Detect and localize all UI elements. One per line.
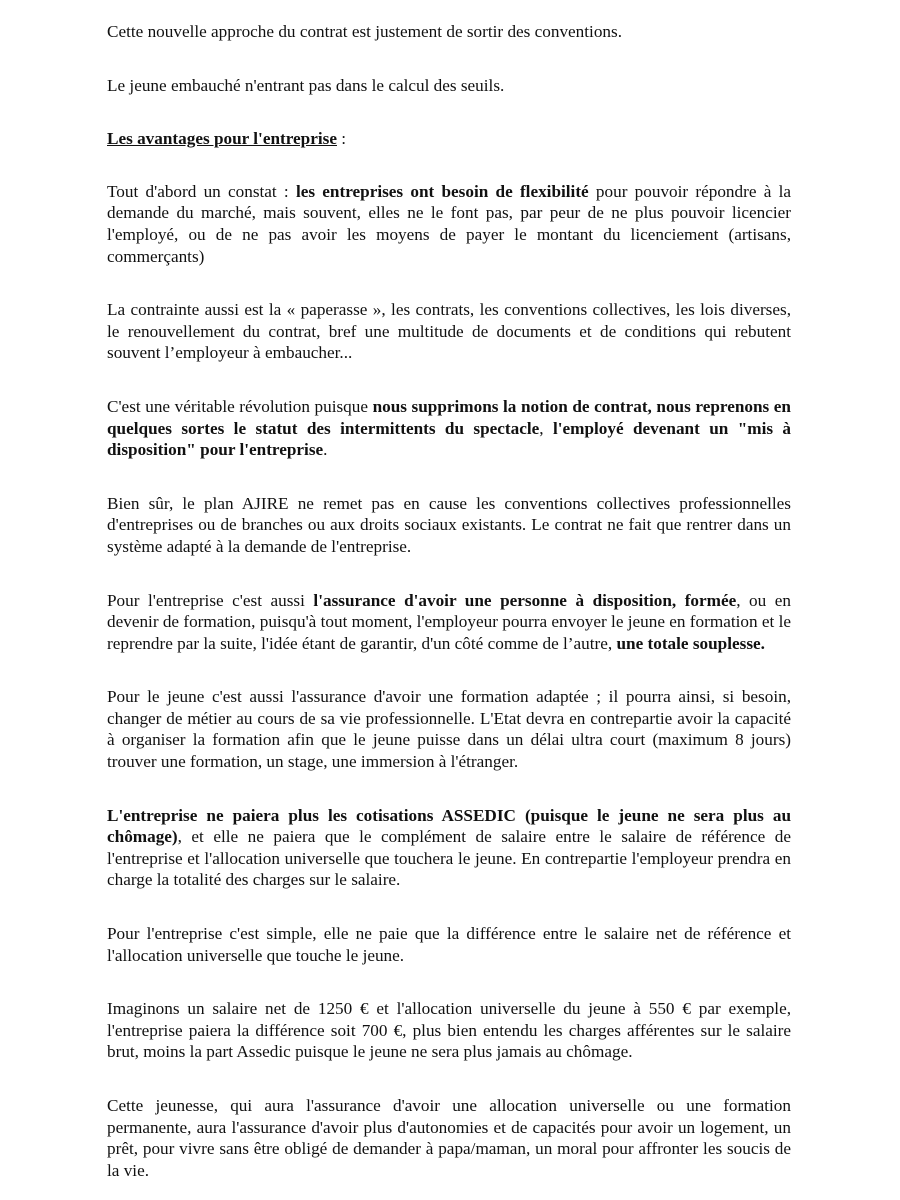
bold-run: L'entreprise ne paiera plus les cotisations ASSEDIC (puisque le jeune ne sera plus au chômage) [107,805,791,847]
bold-run: les entreprises ont besoin de flexibilité [295,181,589,201]
bold-run: une totale souplesse. [616,633,765,653]
bold-run: l'assurance d'avoir une personne à disposition, formée [313,590,737,610]
document-page [107,21,791,1181]
paragraph-difference: Pour l'entreprise c'est simple, elle ne paie que la différence entre le salaire net de référence et l'allocation universelle que touche le jeune. [107,924,791,965]
paragraph-assedic [107,805,791,891]
section-heading-colon: : [336,129,347,149]
paragraph-assurance-personne [107,590,791,655]
bold-run: l'employé devenant un "mis à disposition" pour l'entreprise [107,418,792,460]
paragraph-revolution [107,396,791,461]
text-run: . [323,440,328,460]
paragraph-seuils: Le jeune embauché n'entrant pas dans le calcul des seuils. [107,75,505,95]
paragraph-formation-jeune: Pour le jeune c'est aussi l'assurance d'avoir une formation adaptée ; il pourra ainsi, si besoin, changer de métier au cours de sa vie professionnelle. L'Etat devra en contrepartie avoir la capacité à organiser la formation afin que le jeune puisse dans un délai ultra court (maximum 8 jours) trouver une formation, un stage, une immersion à l'étranger. [107,687,791,772]
bold-run: nous supprimons la notion de contrat, nous reprenons en quelques sortes le statut des intermittents du spectacle [107,396,791,438]
paragraph-paperasse: La contrainte aussi est la « paperasse », les contrats, les conventions collectives, les lois diverses, le renouvellement du contrat, bref une multitude de documents et de conditions qui rebutent souvent l’employeur à embaucher... [107,300,791,363]
text-run: Tout d'abord un constat : [107,181,296,201]
section-heading [107,128,791,150]
paragraph-conventions: Cette nouvelle approche du contrat est justement de sortir des conventions. [107,22,623,41]
text-run: pour pouvoir répondre à la demande du marché, mais souvent, elles ne le font pas, par peur de ne plus pouvoir licencier l'employé, ou de ne pas avoir les moyens de payer le montant du licenciement (artisans, commerçants) [107,181,791,266]
text-run: , ou en devenir de formation, puisqu'à tout moment, l'employeur pourra envoyer le jeune en formation et le reprendre par la suite, l'idée étant de garantir, d'un côté comme de l’autre, [107,590,792,653]
paragraph-ajire: Bien sûr, le plan AJIRE ne remet pas en cause les conventions collectives professionnelles d'entreprises ou de branches ou aux droits sociaux existants. Le contrat ne fait que rentrer dans un système adapté à la demande de l'entreprise. [107,493,791,556]
paragraph-exemple-salaire: Imaginons un salaire net de 1250 € et l'allocation universelle du jeune à 550 € par exemple, l'entreprise paiera la différence soit 700 €, plus bien entendu les charges afférentes sur le salaire brut, moins la part Assedic puisque le jeune ne sera plus jamais au chômage. [107,999,791,1062]
text-run: , [539,418,553,438]
text-run: , et elle ne paiera que le complément de salaire entre le salaire de référence de l'entreprise et l'allocation universelle que touchera le jeune. En contrepartie l'employeur prendra en charge la totalité des charges sur le salaire. [107,827,791,890]
paragraph-jeunesse: Cette jeunesse, qui aura l'assurance d'avoir une allocation universelle ou une formation permanente, aura l'assurance d'avoir plus d'autonomies et de capacités pour avoir un logement, un prêt, pour vivre sans être obligé de demander à papa/maman, un moral pour affronter les soucis de la vie. [107,1096,791,1180]
text-run: Pour l'entreprise c'est aussi [107,590,314,610]
text-run: C'est une véritable révolution puisque [107,396,373,416]
paragraph-flexibilite [107,181,791,267]
section-heading-text: Les avantages pour l'entreprise [107,129,337,149]
